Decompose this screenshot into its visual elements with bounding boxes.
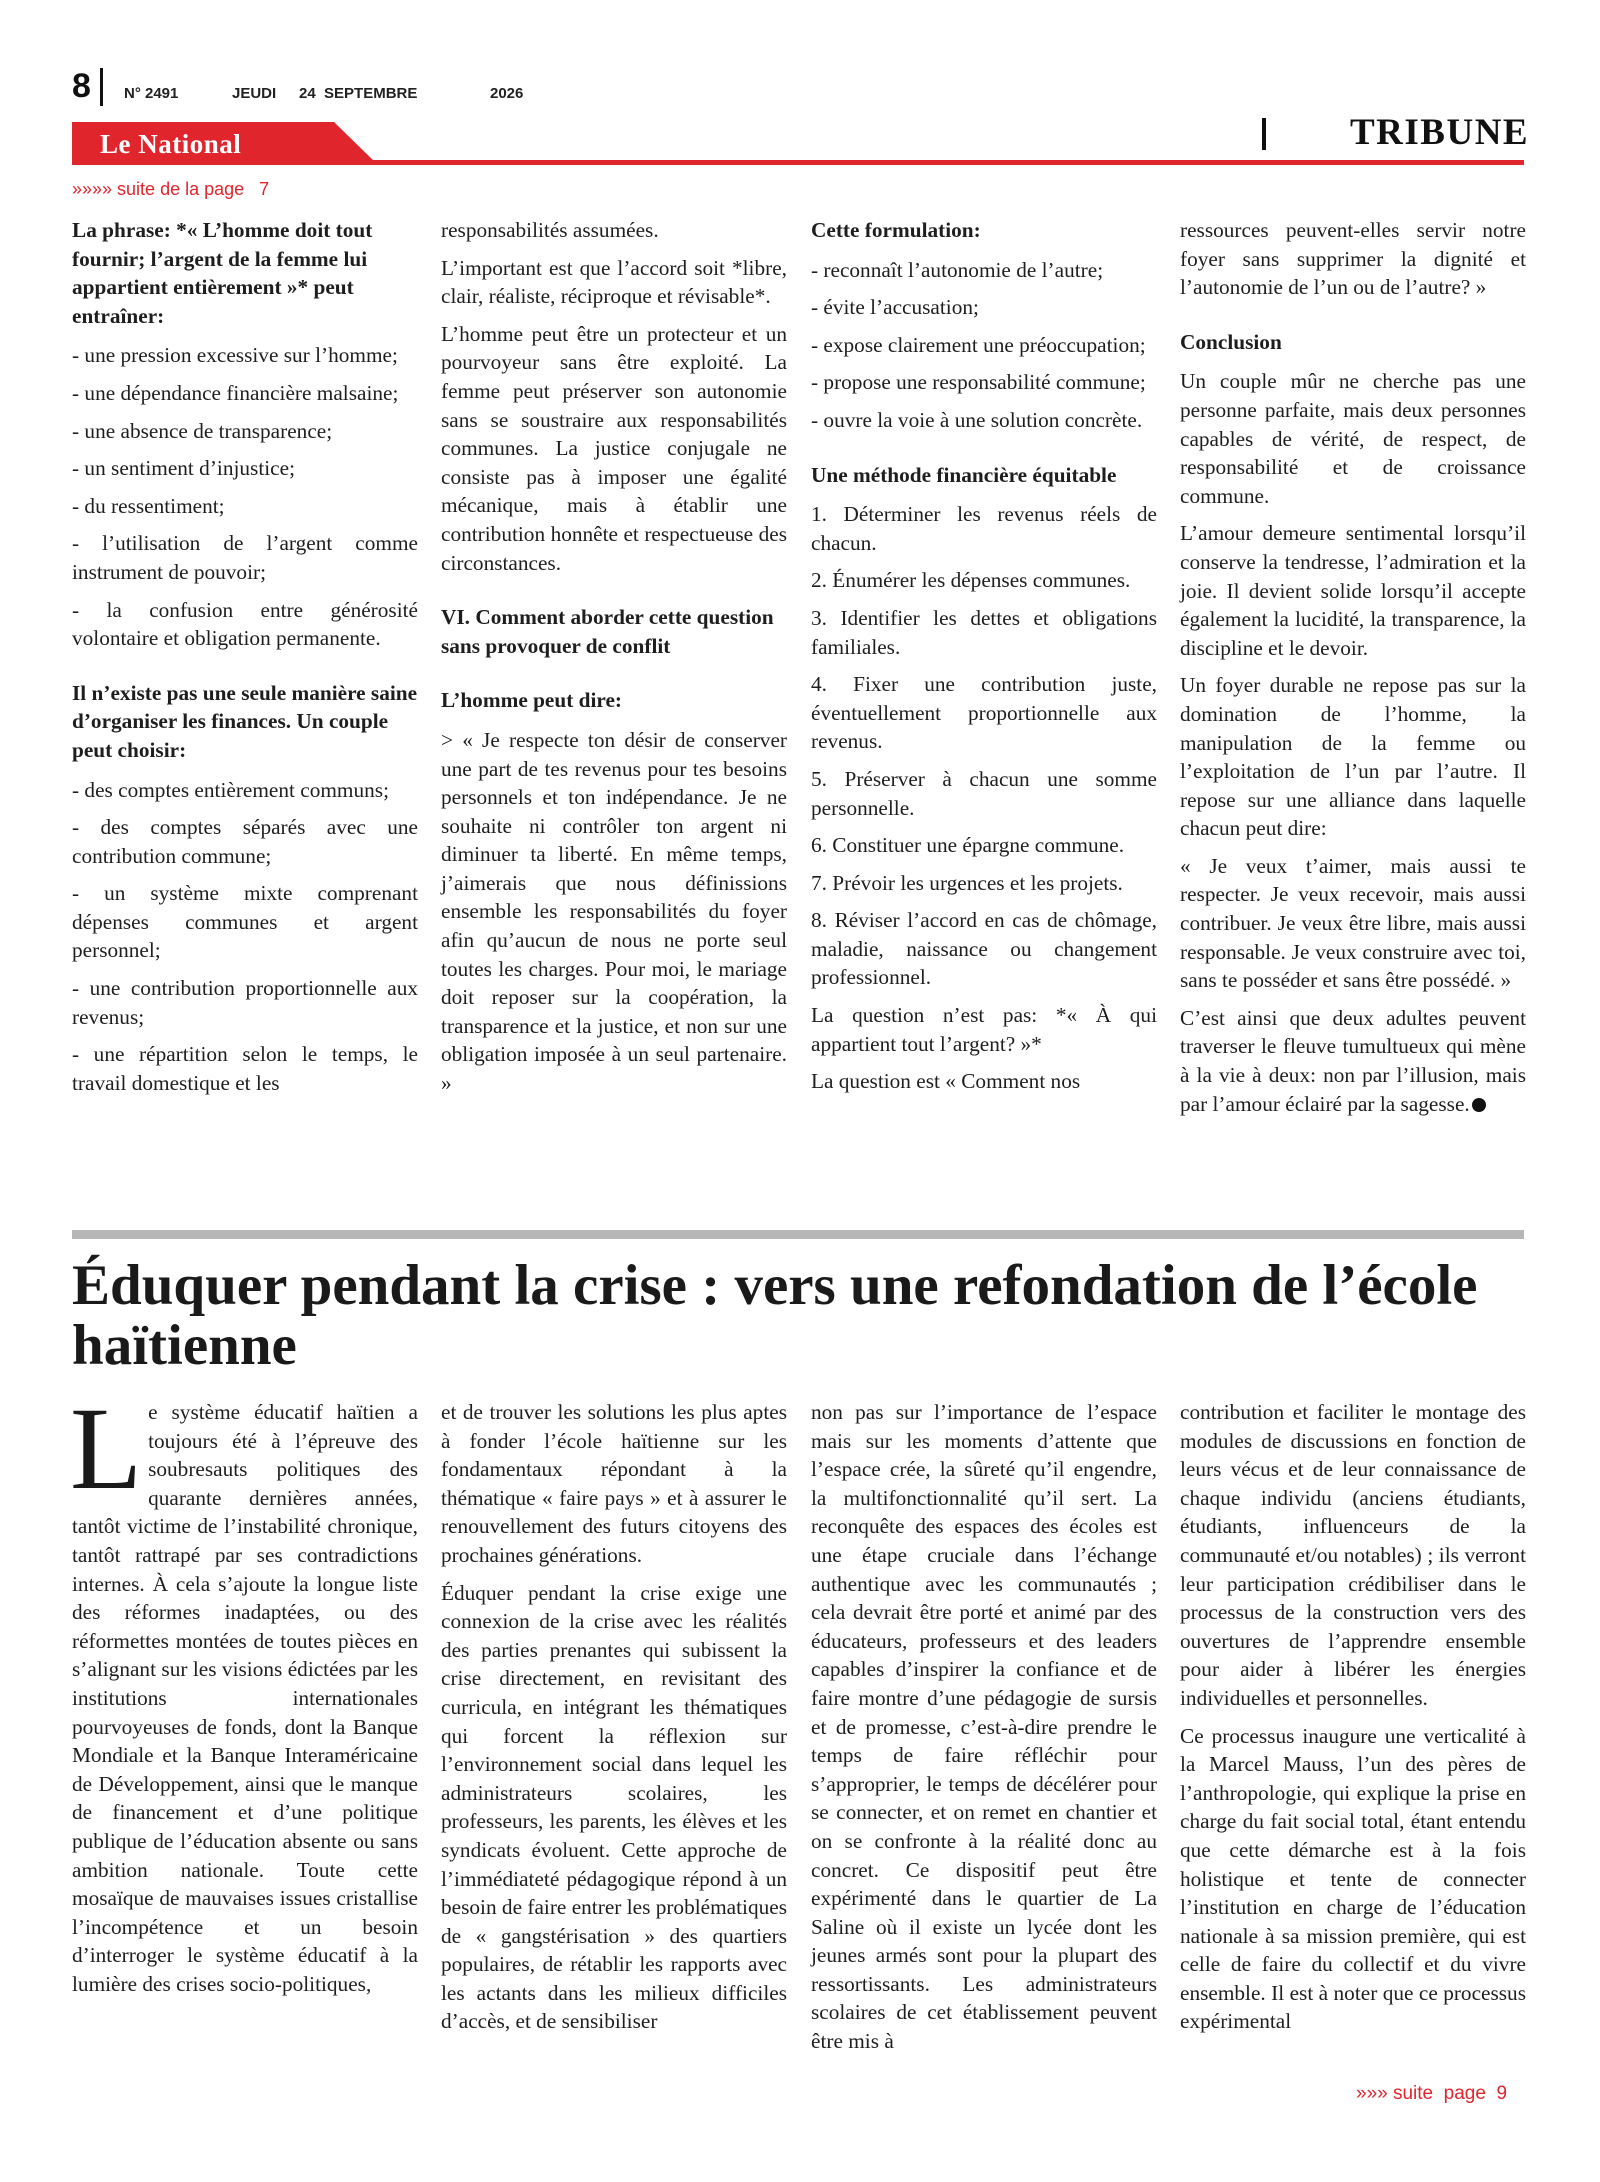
brand-logo: Le National — [100, 129, 242, 159]
section-title: TRIBUNE — [1350, 112, 1530, 153]
drop-cap: L — [70, 1383, 143, 1514]
issue-number: N° 2491 — [124, 85, 179, 102]
paragraph: ressources peuvent-elles servir notre foyer sans supprimer la dignité et l’autonomie de l’un ou de l’autre? » — [1180, 218, 1526, 300]
article2-column-3 — [811, 1398, 1157, 2065]
article2-column-1 — [70, 1383, 418, 2007]
paragraph: responsabilités assumées. — [441, 218, 659, 242]
continued-from: »»»» suite de la page 7 — [72, 179, 270, 199]
end-of-article-icon — [1472, 1098, 1486, 1112]
section-separator — [1262, 118, 1266, 150]
paragraph: L’important est que l’accord soit *libre, clair, réaliste, réciproque et révisable*. — [441, 255, 787, 309]
paragraph: Un couple mûr ne cherche pas une personne parfaite, mais deux personnes capables de vérité, de respect, de responsabilité et de croissance commune. — [1180, 369, 1526, 508]
paragraph: - l’utilisation de l’argent comme instrument de pouvoir; — [72, 531, 418, 584]
article1-column-2 — [441, 216, 787, 1107]
issue-year: 2026 — [490, 85, 524, 102]
header-rule — [72, 160, 1524, 165]
paragraph: - expose clairement une préoccupation; — [811, 332, 1146, 357]
subheading: VI. Comment aborder cette question sans provoquer de conflit — [441, 605, 774, 658]
paragraph: - une dépendance financière malsaine; — [72, 380, 399, 405]
paragraph: La question n’est pas: *« À qui appartient tout l’argent? »* — [811, 1003, 1157, 1056]
issue-date: 24 SEPTEMBRE — [299, 85, 418, 102]
subheading: Une méthode financière équitable — [811, 462, 1117, 487]
paragraph: et de trouver les solutions les plus aptes à fonder l’école haïtienne sur les fondamentaux répondant à la thématique « faire pays » et à assurer le renouvellement des futurs citoyens des prochaines générations. — [441, 1400, 787, 1567]
paragraph: - propose une responsabilité commune; — [811, 370, 1146, 395]
subheading: Cette formulation: — [811, 218, 981, 242]
paragraph: - la confusion entre générosité volontaire et obligation permanente. — [72, 597, 418, 651]
paragraph: 5. Préserver à chacun une somme personnelle. — [811, 766, 1157, 820]
subheading: Conclusion — [1180, 329, 1282, 354]
paragraph: - reconnaît l’autonomie de l’autre; — [811, 257, 1104, 282]
article2-column-2 — [441, 1398, 787, 2045]
paragraph: Ce processus inaugure une verticalité à la Marcel Mauss, l’un des pères de l’anthropologie, qui explique la prise en charge du fait social total, étant entendu que cette démarche est à la fois holistique et tente de connecter l’institution en charge de l’éducation nationale à sa mission première, qui est celle de faire du collectif et du vivre ensemble. Il est à noter que ce processus expérimental — [1180, 1723, 1526, 2034]
paragraph: 1. Déterminer les revenus réels de chacun. — [811, 502, 1157, 555]
article-divider — [72, 1230, 1524, 1239]
paragraph: - un sentiment d’injustice; — [72, 456, 295, 481]
paragraph: C’est ainsi que deux adultes peuvent traverser le fleuve tumultueux qui mène à la vie à deux: non par l’illusion, mais par l’amour éclairé par la sagesse. — [1180, 1005, 1526, 1116]
paragraph: - une absence de transparence; — [72, 418, 333, 443]
paragraph: - un système mixte comprenant dépenses communes et argent personnel; — [72, 881, 418, 963]
page-number-separator — [100, 68, 103, 106]
paragraph: Un foyer durable ne repose pas sur la domination de l’homme, la manipulation de la femme ou l’exploitation de l’un par l’autre. Il repose sur une alliance dans laquelle chacun peut dire: — [1180, 673, 1526, 841]
paragraph: « Je veux t’aimer, mais aussi te respecter. Je veux recevoir, mais aussi contribuer. Je veux être libre, mais aussi responsable. Je veux construire avec toi, sans te posséder et sans être possédé. » — [1180, 853, 1526, 993]
paragraph: Éduquer pendant la crise exige une connexion de la crise avec les réalités des parties prenantes qui subissent la crise directement, en revisitant des curricula, en intégrant les thématiques qui forcent la réflexion sur l’environnement social dans lequel les administrateurs scolaires, les professeurs, les parents, les élèves et les syndicats évoluent. Cette approche de l’immédiateté pédagogique répond à un besoin de faire entrer les problématiques de « gangstérisation » des quartiers populaires, de rétablir les rapports avec les actants dans les milieux difficiles d’accès, et de sensibiliser — [441, 1580, 787, 2034]
paragraph: L’homme peut être un protecteur et un pourvoyeur sans être exploité. La femme peut préserver son autonomie sans se soustraire aux responsabilités communes. La justice conjugale ne consiste pas à imposer une égalité mécanique, mais à établir une contribution honnête et respectueuse des circonstances. — [441, 321, 787, 575]
paragraph: - une pression excessive sur l’homme; — [72, 343, 398, 368]
paragraph: 4. Fixer une contribution juste, éventuellement proportionnelle aux revenus. — [811, 672, 1157, 754]
article2-column-4 — [1180, 1398, 1526, 2045]
page-number: 8 — [72, 67, 91, 105]
article1-column-3 — [811, 216, 1157, 1105]
paragraph: - une répartition selon le temps, le travail domestique et les — [72, 1042, 418, 1095]
subheading: L’homme peut dire: — [441, 688, 623, 713]
issue-day: JEUDI — [232, 85, 277, 102]
paragraph: - des comptes entièrement communs; — [72, 777, 389, 802]
paragraph: - une contribution proportionnelle aux revenus; — [72, 976, 418, 1029]
paragraph: Le système éducatif haïtien a toujours été à l’épreuve des soubresauts politiques des quarante dernières années, tantôt victime de l’instabilité chronique, tantôt rattrapé par ses contradictions internes. À cela s’ajoute la longue liste des réformes inadaptées, ou des réformettes montées de toutes pièces en s’alignant sur les visions édictées par les institutions internationales pourvoyeuses de fonds, dont la Banque Mondiale et la Banque Interaméricaine de Développement, ainsi que le manque de financement et d’une politique publique de l’éducation absente ou sans ambition nationale. Toute cette mosaïque de mauvaises issues cristallise l’incompétence et un besoin d’interroger le système éducatif à la lumière des crises socio-politiques, — [70, 1383, 418, 1996]
article-headline: Éduquer pendant la crise : vers une refondation de l’école haïtienne — [72, 1254, 1478, 1377]
article1-column-1 — [72, 216, 418, 1106]
paragraph: L’amour demeure sentimental lorsqu’il conserve la tendresse, l’admiration et la joie. Il devient solide lorsqu’il accepte également la lucidité, la transparence, la discipline et le devoir. — [1180, 521, 1526, 660]
paragraph: 7. Prévoir les urgences et les projets. — [811, 870, 1123, 895]
paragraph: contribution et faciliter le montage des modules de discussions en fonction de leurs vécus et de leur connaissance de chaque individu (anciens étudiants, étudiants, influenceurs de la communauté et/ou notables) ; ils verront leur participation crédibiliser dans le processus de la construction vers des ouvertures de l’apprendre ensemble pour aider à libérer les énergies individuelles et personnelles. — [1180, 1400, 1526, 1710]
paragraph: - ouvre la voie à une solution concrète. — [811, 407, 1143, 432]
paragraph: 6. Constituer une épargne commune. — [811, 833, 1125, 858]
paragraph: > « Je respecte ton désir de conserver une part de tes revenus pour tes besoins personnels et ton indépendance. Je ne souhaite ni contrôler ton argent ni diminuer ta liberté. En même temps, j’aimerais que nous définissions ensemble les responsabilités du foyer afin qu’aucun de nous ne porte seul toutes les charges. Pour moi, le mariage doit reposer sur la coopération, la transparence et la justice, et non sur une obligation imposée à un seul partenaire. » — [441, 727, 787, 1096]
paragraph: non pas sur l’importance de l’espace mais sur les moments d’attente que l’espace crée, la sûreté qu’il engendre, la multifonctionnalité qu’il sert. La reconquête des espaces des écoles est une étape cruciale dans l’échange authentique avec les communautés ; cela devrait être porté et animé par des éducateurs, professeurs et des leaders capables d’inspirer la confiance et de faire montre d’une pédagogie de sursis et de promesse, c’est-à-dire prendre le temps de faire réfléchir pour s’approprier, le temps de décélérer pour se connecter, et on remet en chantier et on se confronte à la réalité donc au concret. Ce dispositif peut être expérimenté dans le quartier de La Saline où il existe un lycée dont les jeunes armés sont pour la plupart des ressortissants. Les administrateurs scolaires de cet établissement peuvent être mis à — [811, 1400, 1157, 2054]
paragraph: - des comptes séparés avec une contribution commune; — [72, 815, 418, 868]
paragraph: 2. Énumérer les dépenses communes. — [811, 568, 1131, 593]
subheading: La phrase: *« L’homme doit tout fournir; l’argent de la femme lui appartient entièrement »* peut entraîner: — [72, 218, 373, 328]
paragraph: 3. Identifier les dettes et obligations familiales. — [811, 605, 1157, 659]
continued-to: »»» suite page 9 — [1356, 2083, 1508, 2104]
article1-column-4 — [1180, 216, 1526, 1127]
subheading: Il n’existe pas une seule manière saine d’organiser les finances. Un couple peut choisir: — [72, 680, 418, 762]
paragraph: 8. Réviser l’accord en cas de chômage, maladie, naissance ou changement professionnel. — [811, 908, 1157, 990]
paragraph: La question est « Comment nos — [811, 1069, 1081, 1094]
paragraph: - évite l’accusation; — [811, 295, 979, 320]
paragraph: - du ressentiment; — [72, 493, 225, 518]
